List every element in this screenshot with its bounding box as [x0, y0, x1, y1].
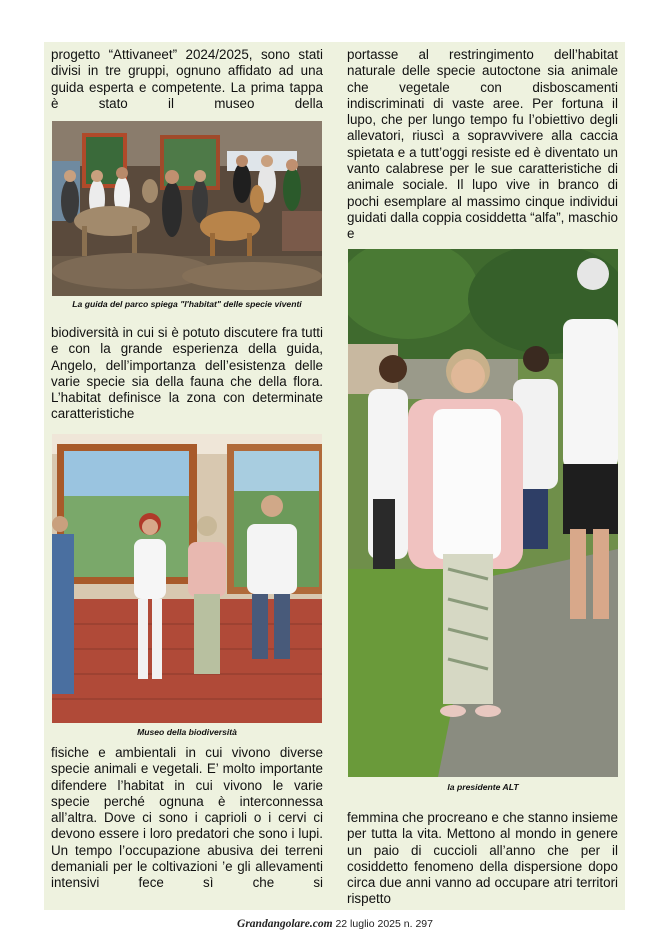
president-photo: [348, 249, 618, 777]
footer-brand: Grandangolare.com: [237, 918, 333, 930]
museum-deer-photo: [52, 121, 322, 296]
museum-group-photo: [52, 434, 322, 723]
photo-1-caption: La guida del parco spiega "l'habitat" delle specie viventi: [72, 299, 302, 309]
left-paragraph-1: progetto “Attivaneet” 2024/2025, sono stati divisi in tre gruppi, ognuno affidato ad una guida esperta e competente. La prima tappa è stato il museo della: [51, 47, 323, 111]
photo-2-caption: Museo della biodiversità: [137, 727, 237, 737]
footer-issue: 22 luglio 2025 n. 297: [332, 918, 433, 930]
page-footer: [0, 918, 670, 930]
right-paragraph-2: femmina che procreano e che stanno insieme per tutta la vita. Mettono al mondo in genere un paio di cuccioli all’anno che per il cosiddetto fenomeno della dispersione dopo circa due anni vanno ad occupare atri territori rispetto: [347, 810, 618, 907]
left-paragraph-2: biodiversità in cui si è potuto discutere fra tutti e con la grande esperienza della guida, Angelo, dell’importanza dell’esistenza delle varie specie sia della fauna che della flora. L’habitat definisce la zona con determinate caratteristiche: [51, 325, 323, 422]
photo-3-caption: la presidente ALT: [447, 782, 519, 792]
left-paragraph-3: fisiche e ambientali in cui vivono diverse specie animali e vegetali. E’ molto importante difendere l’habitat in cui vivono le varie specie perché ognuna è interconnessa all’altra. Dove ci sono i caprioli o i cervi ci devono essere i loro predatori che sono i lupi. Un tempo l’occupazione abusiva dei terreni demaniali per le coltivazioni ’e gli allevamenti intensivi fece sì che si: [51, 745, 323, 891]
right-paragraph-1: portasse al restringimento dell’habitat naturale delle specie autoctone sia animale che vegetale con disboscamenti indiscriminati di vaste aree. Per fortuna il lupo, che per lungo tempo fu l’obiettivo degli allevatori, riuscì a sopravvivere alla caccia spietata e a tutt’oggi resiste ed è diventato un vanto calabrese per le sue caratteristiche di animale sociale. Il lupo vive in branco di pochi esemplare al massimo cinque individui guidati dalla coppia cosiddetta “alfa”, maschio e: [347, 47, 618, 242]
